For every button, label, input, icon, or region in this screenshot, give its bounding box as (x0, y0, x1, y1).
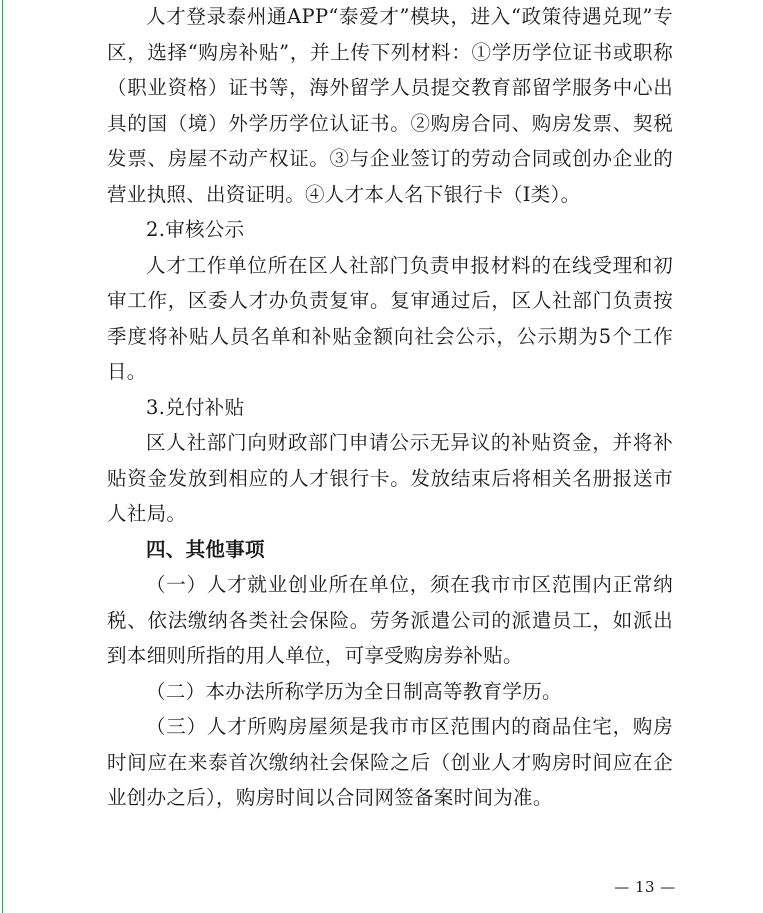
subheading-subsidy-payment: 3.兑付补贴 (146, 395, 245, 419)
paragraph-application-materials: 人才登录泰州通APP“泰爱才”模块，进入“政策待遇兑现”专区，选择“购房补贴”，并上传下列材料：①学历学位证书或职称（职业资格）证书等，海外留学人员提交教育部留学服务中心出具的国（境）外学历学位认证书。②购房合同、购房发票、契税发票、房屋不动产权证。③与企业签订的劳动合同或创办企业的营业执照、出资证明。④人才本人名下银行卡（I类）。 (107, 5, 673, 206)
paragraph-review-process: 人才工作单位所在区人社部门负责申报材料的在线受理和初审工作，区委人才办负责复审。复审通过后，区人社部门负责按季度将补贴人员名单和补贴金额向社会公示，公示期为5个工作日。 (107, 253, 673, 383)
subheading-review-publicity: 2.审核公示 (146, 218, 245, 241)
paragraph-subsidy-payment: 区人社部门向财政部门申请公示无异议的补贴资金，并将补贴资金发放到相应的人才银行卡。发放结束后将相关名册报送市人社局。 (107, 431, 673, 525)
document-body (107, 0, 673, 816)
paragraph-item-2: （二）本办法所称学历为全日制高等教育学历。 (146, 679, 562, 703)
page-number: — 13 — (614, 878, 676, 896)
section-heading-other-matters: 四、其他事项 (146, 537, 265, 561)
page-left-rule (2, 0, 3, 913)
paragraph-item-3: （三）人才所购房屋须是我市市区范围内的商品住宅，购房时间应在来泰首次缴纳社会保险之后（创业人才购房时间应在企业创办之后），购房时间以合同网签备案时间为准。 (107, 715, 673, 809)
paragraph-item-1: （一）人才就业创业所在单位，须在我市市区范围内正常纳税、依法缴纳各类社会保险。劳务派遣公司的派遣员工，如派出到本细则所指的用人单位，可享受购房券补贴。 (107, 573, 673, 667)
